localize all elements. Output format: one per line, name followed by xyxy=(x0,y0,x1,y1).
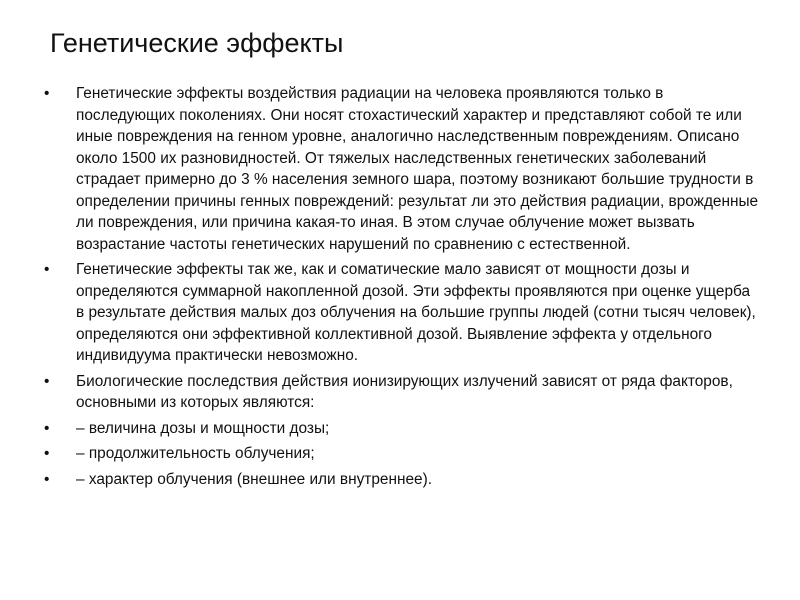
bullet-item-genetic-effects-overview xyxy=(40,83,760,255)
bullet-text: – величина дозы и мощности дозы; xyxy=(76,419,330,437)
bullet-item-biological-consequences xyxy=(40,371,760,414)
bullet-text: Генетические эффекты воздействия радиации на человека проявляются только в последующих поколениях. Они носят стохастический характер и представляют собой те или иные повреждения на генном уровне, аналогично наследственным повреждениям. Описано около 1500 их разновидностей. От тяжелых наследственных генетических заболеваний страдает примерно до 3 % населения земного шара, поэтому возникают большие трудности в определении причины генных повреждений: результат ли это действия радиации, врожденные ли повреждения, или причина какая-то иная. В этом случае облучение может вызвать возрастание частоты генетических нарушений по сравнению с естественной. xyxy=(76,85,759,253)
bullet-text: Генетические эффекты так же, как и соматические мало зависят от мощности дозы и определяются суммарной накопленной дозой. Эти эффекты проявляются при оценке ущерба в результате действия малых доз облучения на большие группы людей (сотни тысяч человек), определяются они эффективной коллективной дозой. Выявление эффекта у отдельного индивидуума практически невозможно. xyxy=(76,261,756,364)
bullet-marker-icon: • xyxy=(44,85,50,102)
bullet-text: Биологические последствия действия ионизирующих излучений зависят от ряда факторов, основными из которых являются: xyxy=(76,372,733,411)
bullet-marker-icon: • xyxy=(44,372,50,390)
bullet-text: – характер облучения (внешнее или внутреннее). xyxy=(76,470,432,488)
bullet-item-duration xyxy=(40,443,760,465)
bullet-text: – продолжительность облучения; xyxy=(76,445,315,462)
bullet-marker-icon: • xyxy=(44,445,50,462)
bullet-marker-icon: • xyxy=(44,470,50,488)
bullet-marker-icon: • xyxy=(44,261,50,278)
bullet-item-dose-dependence xyxy=(40,259,760,367)
slide-title: Генетические эффекты xyxy=(50,28,344,58)
bullet-list xyxy=(40,83,760,494)
bullet-marker-icon: • xyxy=(44,419,50,437)
bullet-item-exposure-type xyxy=(40,469,760,491)
bullet-item-dose-value xyxy=(40,418,760,440)
